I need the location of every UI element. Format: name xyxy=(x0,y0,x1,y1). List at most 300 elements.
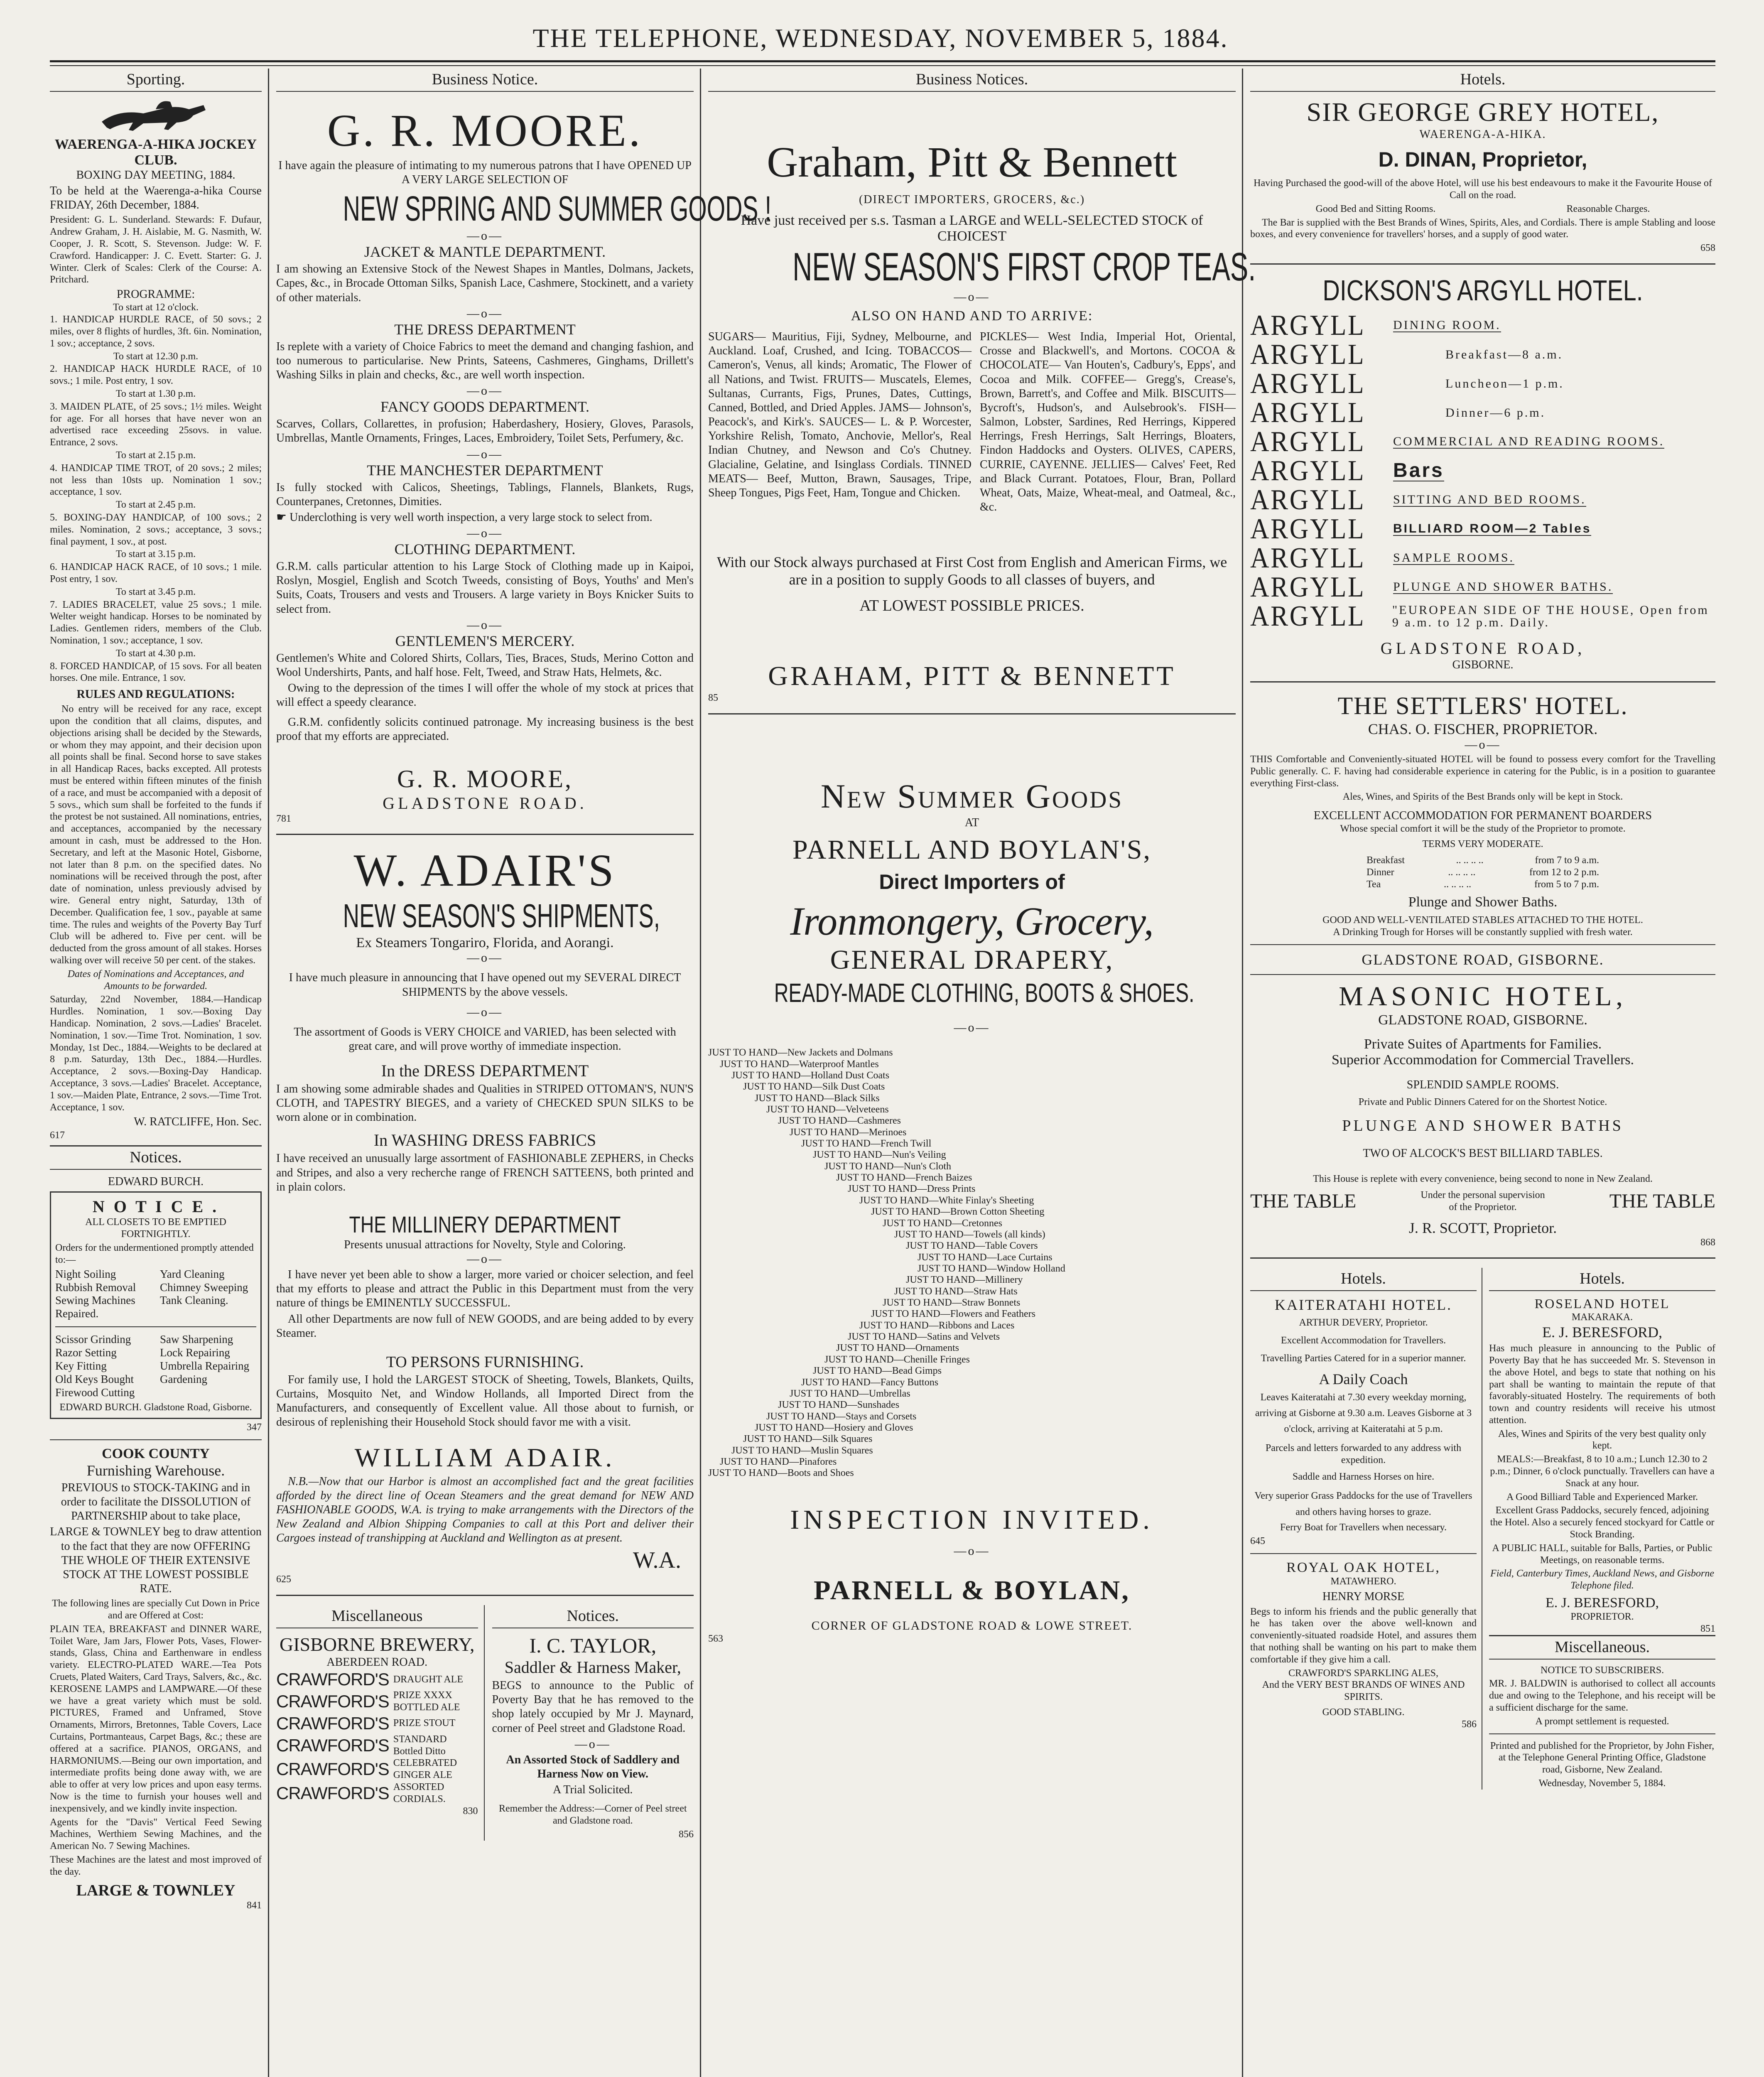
hotel-text: A PUBLIC HALL, suitable for Balls, Parties, or Public Meetings, on reasonable terms. xyxy=(1492,1542,1712,1566)
crawford-row xyxy=(276,1714,478,1733)
hotel-text: Travelling Parties Catered for in a superior manner. xyxy=(1261,1353,1466,1364)
masonic-address: GLADSTONE ROAD, GISBORNE. xyxy=(1378,1012,1587,1028)
moore-intro: I have again the pleasure of intimating to my numerous patrons that I have OPENED UP A VERY LARGE SELECTION OF xyxy=(278,159,692,187)
race-venue: To be held at the Waerenga-a-hika Course FRIDAY, 26th December, 1884. xyxy=(50,184,262,212)
section-heading: Hotels. xyxy=(1489,1268,1715,1291)
dept-text: Gentlemen's White and Colored Shirts, Collars, Ties, Braces, Studs, Merino Cotton and Wool Undershirts, Pants, and half hose. Felt, Tweed, and Straw Hats, Helmets, &c. xyxy=(276,651,694,679)
dept-heading: In the DRESS DEPARTMENT xyxy=(381,1061,589,1080)
service-item: Rubbish Removal xyxy=(55,1281,136,1294)
gpb-signature: GRAHAM, PITT & BENNETT xyxy=(768,661,1176,692)
argyll-row xyxy=(1250,602,1715,631)
service-item: Sewing Machines Repaired. xyxy=(55,1294,135,1320)
sir-george-grey-title: SIR GEORGE GREY HOTEL, xyxy=(1306,97,1659,127)
masthead-rule xyxy=(50,60,1715,66)
meal-name: Breakfast xyxy=(1367,855,1405,866)
argyll-row xyxy=(1250,454,1715,487)
hotel-text: CRAWFORD'S SPARKLING ALES, xyxy=(1288,1667,1438,1679)
race-list xyxy=(50,314,262,684)
ad-number: 586 xyxy=(1462,1719,1477,1730)
just-to-hand-item: JUST TO HAND—Ornaments xyxy=(836,1343,959,1354)
orders-text: Orders for the undermentioned promptly attended to:— xyxy=(55,1242,254,1265)
crawford-row xyxy=(276,1757,478,1781)
section-heading: Miscellaneous xyxy=(276,1605,478,1628)
column-hotels: Hotels. SIR GEORGE GREY HOTEL, WAERENGA-A-HIKA. D. DINAN, Proprietor, Having Purchased the good-will of the above Hotel, will use his best endeavours to make it the Favourite House of Call on the road. Good Bed and Sitting Rooms. Reasonable Charges. The Bar is supplied with the Best Brands of Wines, Spirits, Ales, and Cordials. There is ample Stabling and loose boxes, and every convenience for travellers' horses, and a supply of good water. 658 DICKSON'S ARGYLL HOTEL. ARGYLL DINING ROOM. ARGYLL Breakfast—8 a.m. ARGYLL Luncheon—1 p.m. ARGYLL Dinner—6 p.m. ARGYLL COMMERCIAL AND READING ROOMS. ARGYLL Bars ARGYLL SITTING AND BED ROOMS. ARGYLL BILLIARD ROOM—2 Tables ARGYLL SAMPLE ROOMS. ARGYLL PLUNGE AND SHOWER BATHS. ARGYLL "EUROPEAN SIDE OF THE HOUSE, Open from 9 a.m. to 12 p.m. Daily. GLADSTONE ROAD, GISBORNE. THE SETTLERS' HOTEL. CHAS. O. FISCHER, PROPRIETOR. —o— THIS Comfortable and Conveniently-situated HOTEL will be found to possess every comfort for the Travelling Public generally. C. F. having had considerable experience in catering for the Public, is in a position to guarantee everything First-class. Ales, Wines, and Spirits of the Best Brands only will be kept in Stock. EXCELLENT ACCOMMODATION FOR PERMANENT BOARDERS Whose special comfort it will be the study of the Proprietor to promote. TERMS VERY MODERATE. Breakfast .. .. .. .. from 7 to 9 a.m. Dinner .. .. .. .. from 12 to 2 p.m. Tea .. .. .. .. from 5 to 7 p.m. Plunge and Shower Baths. GOOD AND WELL-VENTILATED STABLES ATTACHED TO THE HOTEL. A Drinking Trough for Horses will be constantly supplied with fresh water. GLADSTONE ROAD, GISBORNE. MASONIC HOTEL, GLADSTONE ROAD, GISBORNE. Private Suites of Apartments for Families. Superior Accommodation for Commercial Travellers. SPLENDID SAMPLE ROOMS. Private and Public Dinners Catered for on the Shortest Notice. PLUNGE AND SHOWER BATHS TWO OF ALCOCK'S BEST BILLIARD TABLES. This House is replete with every convenience, being second to none in New Zealand. THE TABLE Under the personal supervision of the Proprietor. THE TABLE J. R. SCOTT, Proprietor. 868 Hotels. KAITERATAHI HOTEL. ARTHUR DEVERY, Proprietor. Excellent Accommodation for Travellers. Travelling Parties Catered for in a superior manner. A Daily Coach Leaves Kaiteratahi at 7.30 every weekday morning, arriving at Gisborne at 9.30 a.m. Leaves Gisborne at 3 o'clock, arriving at Kaiteratahi at 5 p.m. Parcels and letters forwarded to any address with expedition. Saddle and Harness Horses on hire. Very superior Grass Paddocks for the use of Travellers and others having horses to graze. Ferry Boat for Travellers when necessary. 645 ROYAL OAK HOTEL, MATAWHERO. HENRY MORSE Begs to inform his friends and the public generally that he has taken over the above well-known and conveniently-situated roadside Hotel, and assures them that nothing shall be wanting on his part to make them comfortable if they give him a call. CRAWFORD'S SPARKLING ALES, And the VERY BEST BRANDS OF WINES AND SPIRITS. GOOD STABLING. 586 Hotels. ROSELAND HOTEL MAKARAKA. E. J. BERESFORD, Has much pleasure in announcing to the Public of Poverty Bay that he has succeeded Mr. S. Stevenson in the above Hotel, and begs to state that nothing on his part shall be wanting to maintain the repute of that favorably-situated Hostelry. The requirements of both town and country residents will receive his utmost attention. Ales, Wines and Spirits of the very best quality only kept. MEALS:—Breakfast, 8 to 10 a.m.; Lunch 12.30 to 2 p.m.; Dinner, 6 o'clock punctually. Travellers can have a Snack at any hour. A Good Billiard Table and Experienced Marker. Excellent Grass Paddocks, securely fenced, adjoining the Hotel. Also a securely fenced stockyard for Cattle or Stock Branding. A PUBLIC HALL, suitable for Balls, Parties, or Public Meetings, on reasonable terms. Field, Canterbury Times, Auckland News, and Gisborne Telephone filed. E. J. BERESFORD, PROPRIETOR. 851 Miscellaneous. NOTICE TO SUBSCRIBERS. MR. J. BALDWIN is authorised to collect all accounts due and owing to the Telephone, and his receipt will be a sufficient discharge for the same. A prompt settlement is requested. Printed and published for the Proprietor, by John Fisher, at the Telephone General Printing Office, Gladstone road, Gisborne, New Zealand. Wednesday, November 5, 1884. xyxy=(1250,69,1715,2077)
column-rule xyxy=(700,69,701,2077)
race-item: 8. FORCED HANDICAP, of 15 sovs. For all beaten horses. One mile. Entrance, 1 sov. xyxy=(50,660,262,684)
inspection-invited: INSPECTION INVITED. xyxy=(790,1504,1154,1535)
pb-address: CORNER OF GLADSTONE ROAD & LOWE STREET. xyxy=(811,1618,1133,1633)
gpb-title: Graham, Pitt & Bennett xyxy=(767,138,1177,186)
crawford-brand: CRAWFORD'S xyxy=(276,1692,389,1711)
rules-text: No entry will be received for any race, except upon the condition that all claims, disputes, and objections arising shall be decided by the Stewards, or whom they may appoint, and their decision upon all points shall be final. Second horse to save stakes in all Handicap Races, backs excepted. All protests must be entered within fifteen minutes of the finish of a race, and must be accompanied with a deposit of 5 sovs., which sum shall be forfeited to the funds if the protest be not sustained. All nominations, entries, and acceptances, accompanied by the necessary amount in cash, must be addressed to the Hon. Secretary, and left at the Masonic Hotel, Gisborne, not later than 8 p.m. on the specified dates. No nominations will be received through the post, after date of nomination, unless previously advised by wire. General entry night, Saturday, 13th of December. Qualification fee, 1 sov., payable at same time. The rules and weights of the Poverty Bay Turf Club will be adhered to. Five per cent. will be deducted from the gross amount of all stakes. Horses walking over will receive 50 per cent. of the stakes. xyxy=(50,704,262,966)
just-to-hand-item: JUST TO HAND—Pinafores xyxy=(720,1456,837,1468)
services-right xyxy=(160,1268,256,1321)
meal-time: from 7 to 9 a.m. xyxy=(1535,855,1599,866)
dept-heading: JACKET & MANTLE DEPARTMENT. xyxy=(364,243,606,260)
services-grid xyxy=(55,1268,256,1321)
adair-text: I have much pleasure in announcing that I have opened out my SEVERAL DIRECT SHIPMENTS by the above vessels. xyxy=(289,971,681,999)
service-item: Key Fitting xyxy=(55,1359,107,1372)
hotel-text: MEALS:—Breakfast, 8 to 10 a.m.; Lunch 12.30 to 2 p.m.; Dinner, 6 o'clock punctually. Travellers can have a Snack at any hour. xyxy=(1490,1454,1715,1489)
race-item: 3. MAIDEN PLATE, of 25 sovs.; 1½ miles. Weight for age. For all horses that have never won an advertised race exceeding 25sovs. in value. Entrance, 2 sovs. xyxy=(50,401,262,448)
hotel-text: GOOD STABLING. xyxy=(1322,1706,1405,1718)
hotel-text: EXCELLENT ACCOMMODATION FOR PERMANENT BOARDERS xyxy=(1313,809,1652,822)
roseland-title: ROSELAND HOTEL xyxy=(1534,1296,1670,1311)
dept-heading: In WASHING DRESS FABRICS xyxy=(373,1131,596,1150)
column-business-notices: Business Notices. Graham, Pitt & Bennett (DIRECT IMPORTERS, GROCERS, &c.) Have just received per s.s. Tasman a LARGE and WELL-SELECTED STOCK of CHOICEST NEW SEASON'S FIRST CROP TEAS. —o— ALSO ON HAND AND TO ARRIVE: SUGARS— Mauritius, Fiji, Sydney, Melbourne, and Auckland. Loaf, Crushed, and Icing. TOBACCOS— Cameron's, Venus, all kinds; Aromatic, The Flower of all Nations, and Twist. FRUITS— Muscatels, Elemes, Sultanas, Currants, Figs, Prunes, Dates, Cuttings, Canned, Bottled, and Dried Apples. JAMS— Johnson's, Peacock's, and Kirk's. SAUCES— L. & P. Worcester, Yorkshire Relish, Tomato, Anchovie, Mellor's, Real Indian Chutney, and Newson and Co's Chutney. Glacialine, Gelatine, and Isinglass Cordials. TINNED MEATS— Beef, Mutton, Brawn, Sausages, Tripe, Sheep Tongues, Pigs Feet, Ham, Tongue and Chicken. PICKLES— West India, Imperial Hot, Oriental, Crosse and Blackwell's, and Mortons. COCOA & CHOCOLATE— Van Houten's, Cadbury's, Epps', and Cocoa and Milk. COFFEE— Gregg's, Crease's, Brown, Barrett's, and Coffee and Milk. BISCUITS— Bycroft's, Hudson's, and Aulsebrook's. FISH— Salmon, Lobster, Sardines, Red Herrings, Kippered Herrings, Fresh Herrings, Salt Herrings, Bloaters, Findon Haddocks and Oysters. OLIVES, CAPERS, CURRIE, CAYENNE. JELLIES— Calves' Feet, Red and Black Currant. Potatoes, Flour, Bran, Pollard Wheat, Oats, Maize, Wheat-meal, and Oatmeal, &c., &c. With our Stock always purchased at First Cost from English and American Firms, we are in a position to supply Goods to all classes of buyers, and AT LOWEST POSSIBLE PRICES. GRAHAM, PITT & BENNETT 85 New Summer Goods AT PARNELL AND BOYLAN'S, Direct Importers of Ironmongery, Grocery, GENERAL DRAPERY, READY-MADE CLOTHING, BOOTS & SHOES. —o— JUST TO HAND—New Jackets and Dolmans JUST TO HAND—Waterproof Mantles JUST TO HAND—Holland Dust Coats JUST TO HAND—Silk Dust Coats JUST TO HAND—Black Silks JUST TO HAND—Velveteens JUST TO HAND—Cashmeres JUST TO HAND—Merinoes JUST TO HAND—French Twill JUST TO HAND—Nun's Veiling JUST TO HAND—Nun's Cloth JUST TO HAND—French Baizes JUST TO HAND—Dress Prints JUST TO HAND—White Finlay's Sheeting JUST TO HAND—Brown Cotton Sheeting JUST TO HAND—Cretonnes JUST TO HAND—Towels (all kinds) JUST TO HAND—Table Covers JUST TO HAND—Lace Curtains JUST TO HAND—Window Holland JUST TO HAND—Millinery JUST TO HAND—Straw Hats JUST TO HAND—Straw Bonnets JUST TO HAND—Flowers and Feathers JUST TO HAND—Ribbons and Laces JUST TO HAND—Satins and Velvets JUST TO HAND—Ornaments JUST TO HAND—Chenille Fringes JUST TO HAND—Bead Gimps JUST TO HAND—Fancy Buttons JUST TO HAND—Umbrellas JUST TO HAND—Sunshades JUST TO HAND—Stays and Corsets JUST TO HAND—Hosiery and Gloves JUST TO HAND—Silk Squares JUST TO HAND—Muslin Squares JUST TO HAND—Pinafores JUST TO HAND—Boots and Shoes INSPECTION INVITED. —o— PARNELL & BOYLAN, CORNER OF GLADSTONE ROAD & LOWE STREET. 563 xyxy=(708,69,1236,2077)
ad-number: 563 xyxy=(708,1633,723,1644)
service-item: Gardening xyxy=(160,1372,207,1385)
meeting-name: BOXING DAY MEETING, 1884. xyxy=(76,169,236,182)
just-to-hand-item: JUST TO HAND—Merinoes xyxy=(790,1127,907,1138)
just-to-hand-item: JUST TO HAND—White Finlay's Sheeting xyxy=(859,1195,1034,1206)
cook-lines: PLAIN TEA, BREAKFAST and DINNER WARE, Toilet Ware, Jam Jars, Flower Pots, Vases, Flower-stands, Glass, China and Earthenware in endless variety. ELECTRO-PLATED WARE.—Tea Pots Cruets, Plated Waiters, Card Trays, Salvers, &c., &c. KEROSENE LAMPS and LAMPWARE.—Of these we have a great variety which must be sold. PICTURES, Framed and Unframed, Stove Ornaments, Mirrors, Bretonnes, Table Covers, Lace Curtains, Portmanteaus, Carpet Bags, &c.; these are offered at a sacrifice. PIANOS, ORGANS, and HARMONIUMS.—Being our own importation, and intermediate profits being done away with, we are able to offer at very low prices and upon easy terms. Now is the time to furnish your houses well and inexpensively, and we kindly invite inspection. xyxy=(50,1623,262,1814)
ad-number: 645 xyxy=(1250,1535,1265,1547)
race-item: To start at 2.15 p.m. xyxy=(115,449,196,461)
gpb-text: Have just received per s.s. Tasman a LARGE and WELL-SELECTED STOCK of CHOICEST xyxy=(741,213,1203,244)
brewery-address: ABERDEEN ROAD. xyxy=(326,1656,428,1669)
hotel-text: Ales, Wines and Spirits of the very best quality only kept. xyxy=(1498,1428,1707,1451)
sir-george-grey-location: WAERENGA-A-HIKA. xyxy=(1419,128,1546,141)
gpb-text: With our Stock always purchased at First Cost from English and American Firms, we are in a position to supply Goods to all classes of buyers, and xyxy=(716,554,1227,588)
pb-name: PARNELL AND BOYLAN'S, xyxy=(792,835,1151,865)
argyll-word: ARGYLL xyxy=(1250,454,1366,487)
service-item: Old Keys Bought xyxy=(55,1372,134,1385)
services-right xyxy=(160,1333,256,1399)
masonic-signature: J. R. SCOTT, Proprietor. xyxy=(1408,1219,1557,1236)
race-item: To start at 1.30 p.m. xyxy=(115,388,196,399)
pb-direct: Direct Importers of xyxy=(879,870,1065,894)
roseland-proprietor: E. J. BERESFORD, xyxy=(1542,1324,1663,1341)
crawford-product: ASSORTED CORDIALS. xyxy=(393,1782,446,1804)
adair-nb: N.B.—Now that our Harbor is almost an accomplished fact and the great facilities afforded by the direct line of Ocean Steamers and the great demand for NEW AND FASHIONABLE GOODS, W.A. is trying to make arrangements with the Directors of the New Zealand and Albion Shipping Companies to call at this Port and deliver their Cargoes instead of transhipping at Auckland and Wellington as at present. xyxy=(276,1475,694,1545)
argyll-item: Dinner—6 p.m. xyxy=(1445,405,1546,420)
hotel-text: GOOD AND WELL-VENTILATED STABLES ATTACHED TO THE HOTEL. xyxy=(1322,915,1643,926)
dept-heading: THE MILLINERY DEPARTMENT xyxy=(349,1211,621,1237)
cook-text: PREVIOUS to STOCK-TAKING and in order to facilitate the DISSOLUTION of PARTNERSHIP about to take place, xyxy=(61,1481,251,1523)
just-to-hand-item: JUST TO HAND—Window Holland xyxy=(918,1263,1065,1274)
section-heading: Hotels. xyxy=(1250,69,1715,92)
adair-initials: W.A. xyxy=(633,1547,681,1574)
roseland-proprietor-label: PROPRIETOR. xyxy=(1570,1611,1634,1623)
just-to-hand-item: JUST TO HAND—Brown Cotton Sheeting xyxy=(871,1206,1045,1218)
crawford-row xyxy=(276,1781,478,1805)
meals-table xyxy=(1367,854,1599,890)
race-item: 7. LADIES BRACELET, value 25 sovs.; 1 mile. Welter weight handicap. Horses to be nominated by Ladies. Gentlemen riders, members of the Club. Nomination, 1 sov.; acceptance, 1 sov. xyxy=(50,599,262,646)
subscribers-notice-text: MR. J. BALDWIN is authorised to collect all accounts due and owing to the Telephone, and his receipt will be a sufficient discharge for the same. xyxy=(1489,1678,1715,1714)
meal-dots: .. .. .. .. xyxy=(1444,879,1472,890)
argyll-item: PLUNGE AND SHOWER BATHS. xyxy=(1393,579,1613,594)
gpb-list-left: SUGARS— Mauritius, Fiji, Sydney, Melbourne, and Auckland. Loaf, Crushed, and Icing. TOBACCOS— Cameron's, Venus, all kinds; Aromatic, The Flower of all Nations, and Twist. FRUITS— Muscatels, Elemes, Sultanas, Currants, Figs, Prunes, Dates, Cuttings, Canned, Bottled, and Dried Apples. JAMS— Johnson's, Peacock's, and Kirk's. SAUCES— L. & P. Worcester, Yorkshire Relish, Tomato, Anchovie, Mellor's, Real Indian Chutney, and Newson and Co's Chutney. Glacialine, Gelatine, and Isinglass Cordials. TINNED MEATS— Beef, Mutton, Brawn, Sausages, Tripe, Sheep Tongues, Pigs Feet, Ham, Tongue and Chicken. xyxy=(708,330,972,499)
section-heading: Notices. xyxy=(50,1145,262,1170)
ad-number: 841 xyxy=(247,1900,262,1911)
just-to-hand-item: JUST TO HAND—New Jackets and Dolmans xyxy=(708,1047,893,1058)
race-item: To start at 4.30 p.m. xyxy=(115,648,196,659)
race-item: 6. HANDICAP HACK RACE, of 10 sovs.; 1 mile. Post entry, 1 sov. xyxy=(50,562,262,584)
race-item: To start at 12.30 p.m. xyxy=(113,351,199,362)
ad-number: 617 xyxy=(50,1129,65,1141)
subscribers-notice-title: NOTICE TO SUBSCRIBERS. xyxy=(1540,1665,1664,1676)
moore-signature: G. R. MOORE, xyxy=(397,765,573,793)
moore-name: G. R. MOORE. xyxy=(327,105,643,156)
crawford-brand: CRAWFORD'S xyxy=(276,1759,389,1779)
programme-heading: PROGRAMME: xyxy=(116,288,195,301)
race-item: To start at 3.45 p.m. xyxy=(115,586,196,597)
argyll-row xyxy=(1250,427,1715,457)
ad-number: 625 xyxy=(276,1574,291,1585)
section-heading: Business Notice. xyxy=(276,69,694,92)
section-heading: Business Notices. xyxy=(708,69,1236,92)
just-to-hand-item: JUST TO HAND—French Baizes xyxy=(836,1172,972,1183)
settlers-proprietor: CHAS. O. FISCHER, PROPRIETOR. xyxy=(1368,721,1598,738)
argyll-word: ARGYLL xyxy=(1250,367,1366,400)
gpb-prices: AT LOWEST POSSIBLE PRICES. xyxy=(859,597,1084,615)
gpb-list-right: PICKLES— West India, Imperial Hot, Oriental, Crosse and Blackwell's, and Mortons. COCOA & CHOCOLATE— Van Houten's, Cadbury's, Epps', and Cocoa and Milk. COFFEE— Gregg's, Crease's, Brown, Barrett's, and Coffee and Milk. BISCUITS— Bycroft's, Hudson's, and Aulsebrook's. FISH— Salmon, Lobster, Sardines, Red Herrings, Kippered Herrings, Fresh Herrings, Salt Herrings, Bloaters, Findon Haddocks and Oysters. OLIVES, CAPERS, CURRIE, CAYENNE. JELLIES— Calves' Feet, Red and Black Currant. Potatoes, Flour, Bran, Pollard Wheat, Oats, Maize, Wheat-meal, and Oatmeal, &c., &c. xyxy=(980,330,1236,514)
kaiteratahi-title: KAITERATAHI HOTEL. xyxy=(1274,1296,1452,1313)
services-left xyxy=(55,1268,152,1321)
dept-heading: GENTLEMEN'S MERCERY. xyxy=(395,632,575,649)
just-to-hand-item: JUST TO HAND—Cretonnes xyxy=(883,1218,1003,1229)
crawford-product: PRIZE STOUT xyxy=(393,1718,456,1729)
argyll-row xyxy=(1250,486,1715,515)
dept-text: G.R.M. calls particular attention to his Large Stock of Clothing made up in Kaipoi, Roslyn, Mosgiel, English and Scotch Tweeds, consisting of Boys, Youths' and Men's Suits, Coats, Trousers and vests and Trousers. A large variety in Boys Knicker Suits to select from. xyxy=(276,560,694,616)
crawford-product: DRAUGHT ALE xyxy=(393,1674,464,1685)
race-item: 4. HANDICAP TIME TROT, of 20 sovs.; 2 miles; not less than 10sts up. Nomination 1 sov.; acceptance, 1 sov. xyxy=(50,462,262,498)
hotel-text: Excellent Accommodation for Travellers. xyxy=(1281,1335,1446,1346)
section-heading: Notices. xyxy=(492,1605,694,1628)
just-to-hand-list xyxy=(708,1047,1236,1479)
just-to-hand-item: JUST TO HAND—Silk Squares xyxy=(743,1434,873,1445)
race-item: To start at 2.45 p.m. xyxy=(115,499,196,511)
hotel-text: TERMS VERY MODERATE. xyxy=(1422,839,1543,850)
club-name: WAERENGA-A-HIKA JOCKEY CLUB. xyxy=(54,137,257,168)
section-heading: Sporting. xyxy=(50,69,262,92)
cook-text: These Machines are the latest and most improved of the day. xyxy=(50,1854,262,1877)
just-to-hand-item: JUST TO HAND—Black Silks xyxy=(755,1093,880,1104)
service-item: Tank Cleaning. xyxy=(160,1294,228,1307)
pb-signature: PARNELL & BOYLAN, xyxy=(814,1575,1130,1606)
section-heading: Hotels. xyxy=(1250,1268,1477,1291)
subscribers-notice-text: A prompt settlement is requested. xyxy=(1535,1716,1669,1727)
argyll-row xyxy=(1250,544,1715,573)
hotel-text: A Good Billiard Table and Experienced Marker. xyxy=(1506,1491,1698,1503)
burch-notice-box xyxy=(50,1191,262,1419)
just-to-hand-item: JUST TO HAND—Stays and Corsets xyxy=(766,1411,917,1422)
burch-address: EDWARD BURCH. Gladstone Road, Gisborne. xyxy=(59,1402,252,1413)
kaiteratahi-proprietor: ARTHUR DEVERY, Proprietor. xyxy=(1299,1317,1428,1328)
taylor-text: Remember the Address:—Corner of Peel street and Gladstone road. xyxy=(498,1803,687,1826)
dates-heading: Dates of Nominations and Acceptances, and Amounts to be forwarded. xyxy=(67,968,244,992)
pb-drapery: GENERAL DRAPERY, xyxy=(830,945,1114,975)
service-item: Scissor Grinding xyxy=(55,1333,131,1346)
just-to-hand-item: JUST TO HAND—Dress Prints xyxy=(848,1183,976,1195)
just-to-hand-item: JUST TO HAND—Straw Bonnets xyxy=(883,1297,1021,1309)
crawford-row xyxy=(276,1669,478,1689)
crawford-product: PRIZE XXXX BOTTLED ALE xyxy=(393,1690,460,1713)
meal-row xyxy=(1367,867,1599,879)
hotel-text: Excellent Grass Paddocks, securely fenced, adjoining the Hotel. Also a securely fenced stockyard for Cattle or Stock Branding. xyxy=(1490,1505,1715,1540)
just-to-hand-item: JUST TO HAND—Nun's Veiling xyxy=(813,1149,946,1161)
argyll-row xyxy=(1250,340,1715,369)
just-to-hand-item: JUST TO HAND—Bead Gimps xyxy=(813,1365,942,1377)
argyll-item: Bars xyxy=(1393,459,1444,481)
officials-list: President: G. L. Sunderland. Stewards: F. Dufaur, Andrew Graham, J. H. Aislabie, M. G. Nasmith, W. Cooper, J. R. Scott, S. Stevenson. Judge: W. F. Crawford. Handicapper: J. C. Evett. Starter: G. J. Winter. Clerk of Scales: Clerk of the Course: A. Pritchard. xyxy=(50,214,262,285)
hotel-text: THIS Comfortable and Conveniently-situated HOTEL will be found to possess every comfort for the Travelling Public generally. C. F. having had considerable experience in catering for the Public, is in a position to guarantee everything First-class. xyxy=(1250,754,1715,789)
moore-owing: Owing to the depression of the times I will offer the whole of my stock at prices that will effect a speedy clearance. xyxy=(276,681,694,709)
adair-headline: NEW SEASON'S SHIPMENTS, xyxy=(343,897,660,935)
just-to-hand-item: JUST TO HAND—Ribbons and Laces xyxy=(859,1320,1015,1331)
argyll-word: ARGYLL xyxy=(1250,542,1366,574)
dept-text: Presents unusual attractions for Novelty, Style and Coloring. xyxy=(344,1238,626,1251)
argyll-row xyxy=(1250,369,1715,398)
argyll-word: ARGYLL xyxy=(1250,309,1366,341)
just-to-hand-item: JUST TO HAND—Holland Dust Coats xyxy=(731,1070,890,1081)
gpb-lists xyxy=(708,328,1236,516)
argyll-address: GLADSTONE ROAD, xyxy=(1380,638,1585,658)
service-item: Saw Sharpening xyxy=(160,1333,233,1346)
masthead: THE TELEPHONE, WEDNESDAY, NOVEMBER 5, 1884. xyxy=(532,23,1229,53)
settlers-title: THE SETTLERS' HOTEL. xyxy=(1337,692,1628,720)
just-to-hand-item: JUST TO HAND—Chenille Fringes xyxy=(824,1354,970,1365)
just-to-hand-item: JUST TO HAND—Nun's Cloth xyxy=(824,1161,952,1172)
the-table-left: THE TABLE xyxy=(1250,1190,1357,1213)
argyll-town: GISBORNE. xyxy=(1452,658,1514,671)
hotel-text: Field, Canterbury Times, Auckland News, and Gisborne Telephone filed. xyxy=(1490,1568,1714,1591)
moore-headline: NEW SPRING AND SUMMER GOODS ! xyxy=(343,189,772,228)
racehorse-icon xyxy=(93,97,218,134)
service-item: Umbrella Repairing xyxy=(160,1359,250,1372)
hotel-text: Leaves Kaiteratahi at 7.30 every weekday morning, arriving at Gisborne at 9.30 a.m. Leaves Gisborne at 3 o'clock, arriving at Kaiteratahi at 5 p.m. xyxy=(1255,1392,1472,1435)
meal-dots: .. .. .. .. xyxy=(1456,855,1484,866)
section-heading: Miscellaneous. xyxy=(1489,1635,1715,1660)
column-rule xyxy=(1242,69,1243,2077)
hotel-text: And the VERY BEST BRANDS OF WINES AND SPIRITS. xyxy=(1262,1679,1465,1703)
masonic-title: MASONIC HOTEL, xyxy=(1339,981,1627,1012)
ad-number: 347 xyxy=(247,1422,262,1433)
argyll-title: DICKSON'S ARGYLL HOTEL. xyxy=(1322,274,1643,307)
argyll-word: ARGYLL xyxy=(1250,425,1366,458)
crawford-product: STANDARD Bottled Ditto xyxy=(393,1733,447,1757)
race-item: To start at 3.15 p.m. xyxy=(115,549,196,560)
roseland-signature: E. J. BERESFORD, xyxy=(1546,1595,1659,1611)
cook-signature: LARGE & TOWNLEY xyxy=(76,1881,236,1899)
cook-text: Agents for the "Davis" Vertical Feed Sewing Machines, Werthiem Sewing Machines, and the American No. 7 Sewing Machines. xyxy=(50,1817,262,1852)
hotel-text: Begs to inform his friends and the public generally that he has taken over the above well-known and conveniently-situated roadside Hotel, and assures them that nothing shall be wanting on his part to make them comfortable if they give him a call. xyxy=(1250,1606,1477,1665)
meal-row xyxy=(1367,854,1599,867)
argyll-word: ARGYLL xyxy=(1250,571,1366,603)
settlers-address: GLADSTONE ROAD, GISBORNE. xyxy=(1362,951,1604,968)
crawford-brand: CRAWFORD'S xyxy=(276,1735,389,1755)
adair-signature: WILLIAM ADAIR. xyxy=(354,1442,616,1472)
cook-text: The following lines are specially Cut Down in Price and are Offered at Cost: xyxy=(52,1598,260,1621)
just-to-hand-item: JUST TO HAND—French Twill xyxy=(801,1138,932,1149)
notice-title: N O T I C E . xyxy=(92,1197,219,1216)
meal-time: from 12 to 2 p.m. xyxy=(1529,867,1599,878)
crawford-product: CELEBRATED GINGER ALE xyxy=(393,1758,457,1781)
cook-county-title: COOK COUNTY xyxy=(102,1446,210,1461)
cook-text: LARGE & TOWNLEY beg to draw attention to the fact that they are now OFFERING THE WHOLE OF THEIR EXTENSIVE STOCK AT THE LOWEST POSSIBLE RATE. xyxy=(50,1525,262,1596)
column-sporting xyxy=(50,69,262,2077)
argyll-word: ARGYLL xyxy=(1250,396,1366,429)
pb-ironmongery: Ironmongery, Grocery, xyxy=(790,899,1154,944)
service-item: Firewood Cutting xyxy=(55,1386,135,1399)
dept-heading: FANCY GOODS DEPARTMENT. xyxy=(380,398,589,415)
hotel-text: Very superior Grass Paddocks for the use of Travellers and others having horses to graze. xyxy=(1254,1490,1472,1517)
crawford-list xyxy=(276,1669,478,1805)
argyll-row xyxy=(1250,573,1715,602)
just-to-hand-item: JUST TO HAND—Table Covers xyxy=(906,1240,1038,1252)
daily-coach: A Daily Coach xyxy=(1319,1370,1408,1387)
dept-text: Is fully stocked with Calicos, Sheetings, Tablings, Flannels, Blankets, Rugs, Counterpanes, Cretonnes, Dimities. xyxy=(276,481,694,508)
just-to-hand-item: JUST TO HAND—Towels (all kinds) xyxy=(894,1229,1045,1240)
taylor-text: BEGS to announce to the Public of Poverty Bay that he has removed to the shop lately occupied by Mr J. Maynard, corner of Peel street and Gladstone Road. xyxy=(492,1679,694,1735)
just-to-hand-item: JUST TO HAND—Satins and Velvets xyxy=(848,1331,1000,1343)
start-time: To start at 12 o'clock. xyxy=(113,302,199,313)
pb-clothing: READY-MADE CLOTHING, BOOTS & SHOES. xyxy=(774,978,1195,1008)
race-item: 5. BOXING-DAY HANDICAP, of 100 sovs.; 2 miles. Nomination, 2 sovs.; acceptance, 3 sovs.; final payment, 1 sov., at post. xyxy=(50,512,262,547)
argyll-word: ARGYLL xyxy=(1250,513,1366,545)
advertiser-name: EDWARD BURCH. xyxy=(108,1175,204,1188)
services-left xyxy=(55,1333,152,1399)
hotel-text: This House is replete with every convenience, being second to none in New Zealand. xyxy=(1313,1174,1653,1185)
royal-oak-proprietor: HENRY MORSE xyxy=(1322,1590,1405,1603)
pointing-hand-icon: ☛ xyxy=(276,511,290,524)
just-to-hand-item: JUST TO HAND—Silk Dust Coats xyxy=(743,1081,885,1093)
meal-dots: .. .. .. .. xyxy=(1448,867,1476,878)
crawford-row xyxy=(276,1733,478,1758)
hotel-text: Having Purchased the good-will of the above Hotel, will use his best endeavours to make it the Favourite House of Call on the road. xyxy=(1254,178,1712,201)
just-to-hand-item: JUST TO HAND—Muslin Squares xyxy=(731,1445,873,1456)
taylor-name: I. C. TAYLOR, xyxy=(529,1634,657,1657)
argyll-item: COMMERCIAL AND READING ROOMS. xyxy=(1393,434,1665,448)
argyll-item: SAMPLE ROOMS. xyxy=(1393,550,1515,565)
race-item: 2. HANDICAP HACK HURDLE RACE, of 10 sovs.; 1 mile. Post entry, 1 sov. xyxy=(50,363,262,387)
hotel-text: Parcels and letters forwarded to any address with expedition. xyxy=(1265,1442,1462,1466)
just-to-hand-item: JUST TO HAND—Millinery xyxy=(906,1274,1023,1286)
dept-heading: TO PERSONS FURNISHING. xyxy=(386,1353,584,1371)
hotel-text: Ferry Boat for Travellers when necessary. xyxy=(1280,1522,1447,1533)
just-to-hand-item: JUST TO HAND—Flowers and Feathers xyxy=(871,1309,1035,1320)
crawford-brand: CRAWFORD'S xyxy=(276,1783,389,1803)
service-item: Yard Cleaning xyxy=(160,1267,225,1280)
just-to-hand-item: JUST TO HAND—Umbrellas xyxy=(790,1388,910,1399)
hotel-text: Good Bed and Sitting Rooms. xyxy=(1315,203,1436,214)
hotel-text: Ales, Wines, and Spirits of the Best Brands only will be kept in Stock. xyxy=(1342,791,1623,803)
crawford-brand: CRAWFORD'S xyxy=(276,1669,389,1689)
sir-george-grey-proprietor: D. DINAN, Proprietor, xyxy=(1378,148,1587,172)
argyll-word: ARGYLL xyxy=(1250,600,1366,632)
roseland-location: MAKARAKA. xyxy=(1571,1312,1633,1323)
argyll-row xyxy=(1250,515,1715,544)
just-to-hand-item: JUST TO HAND—Fancy Buttons xyxy=(801,1377,939,1388)
argyll-item: Luncheon—1 p.m. xyxy=(1445,376,1564,390)
dept-text: I have received an unusually large assortment of FASHIONABLE ZEPHERS, in Checks and Stripes, and also a very recherche range of FRENCH SATTEENS, both printed and in plain colors. xyxy=(276,1152,694,1193)
argyll-row xyxy=(1250,311,1715,340)
adair-text: All other Departments are now full of NEW GOODS, and are being added to by every Steamer. xyxy=(276,1312,694,1340)
gpb-also: ALSO ON HAND AND TO ARRIVE: xyxy=(851,308,1093,324)
meal-row xyxy=(1367,879,1599,891)
argyll-word: ARGYLL xyxy=(1250,338,1366,371)
gpb-subtitle: (DIRECT IMPORTERS, GROCERS, &c.) xyxy=(859,193,1085,206)
service-item: Night Soiling xyxy=(55,1267,116,1280)
brewery-name: GISBORNE BREWERY, xyxy=(280,1634,475,1655)
just-to-hand-item: JUST TO HAND—Straw Hats xyxy=(894,1286,1018,1297)
hotel-text: SPLENDID SAMPLE ROOMS. xyxy=(1406,1078,1559,1092)
meal-name: Dinner xyxy=(1367,867,1394,878)
gpb-headline: NEW SEASON'S FIRST CROP TEAS. xyxy=(792,245,1256,290)
adair-name: W. ADAIR'S xyxy=(353,845,616,896)
just-to-hand-item: JUST TO HAND—Velveteens xyxy=(766,1104,889,1115)
hotel-text: Private Suites of Apartments for Families. xyxy=(1364,1036,1602,1052)
dept-text: Scarves, Collars, Collarettes, in profusion; Haberdashery, Hosiery, Gloves, Parasols, Umbrellas, Mantle Ornaments, Fringes, Laces, Embroidery, Toilet Sets, Perfumery, &c. xyxy=(276,417,694,445)
taylor-text: A Trial Solicited. xyxy=(553,1783,633,1797)
argyll-row xyxy=(1250,398,1715,427)
at-text: AT xyxy=(964,816,979,829)
taylor-trade: Saddler & Harness Maker, xyxy=(504,1658,681,1677)
hotel-text: Saddle and Harness Horses on hire. xyxy=(1292,1471,1435,1483)
meal-name: Tea xyxy=(1367,879,1381,890)
dept-text: I am showing an Extensive Stock of the Newest Shapes in Mantles, Dolmans, Jackets, Capes, &c., in Brocade Ottoman Silks, Spanish Lace, Cashmere, Stockinett, and a variety of other materials. xyxy=(276,263,694,304)
services-grid xyxy=(55,1333,256,1399)
hotel-text: Plunge and Shower Baths. xyxy=(1408,894,1558,910)
service-item: Lock Repairing xyxy=(160,1346,230,1359)
the-table-right: THE TABLE xyxy=(1609,1190,1715,1213)
ad-number: 830 xyxy=(463,1805,478,1817)
hotel-text: TWO OF ALCOCK'S BEST BILLIARD TABLES. xyxy=(1363,1147,1603,1160)
argyll-item: BILLIARD ROOM—2 Tables xyxy=(1393,521,1592,535)
hotel-text: Whose special comfort it will be the study of the Proprietor to promote. xyxy=(1340,823,1626,835)
dates-text: Saturday, 22nd November, 1884.—Handicap Hurdles. Nomination, 1 sov.—Boxing Day Handicap. Nomination, 2 sovs.—Ladies' Bracelet. Nomination, 1 sov.—Time Trot. Nomination, 1 sov. Monday, 1st Dec., 1884.—Weights to be declared at 8 p.m. Saturday, 13th Dec., 1884.—Hurdles. Acceptance, 2 sovs.—Boxing-Day Handicap. Acceptance, 3 sovs.—Ladies' Bracelet. Acceptance, 1 sov.—Maiden Plate, Entrance, 2 sovs.—Time Trot. Acceptance, 1 sov. xyxy=(50,994,262,1113)
hotel-text: A Drinking Trough for Horses will be constantly supplied with fresh water. xyxy=(1333,927,1633,938)
meal-time: from 5 to 7 p.m. xyxy=(1534,879,1599,890)
rules-heading: RULES AND REGULATIONS: xyxy=(76,688,235,701)
hotel-text: Private and Public Dinners Catered for on the Shortest Notice. xyxy=(1358,1097,1607,1108)
imprint-date: Wednesday, November 5, 1884. xyxy=(1538,1778,1666,1789)
just-to-hand-item: JUST TO HAND—Hosiery and Gloves xyxy=(755,1422,913,1433)
summer-goods-title: New Summer Goods xyxy=(820,777,1124,815)
adair-text: I have never yet been able to show a larger, more varied or choicer selection, and feel that my efforts to please and attract the Public in this Department must from the very nature of things be EMINENTLY SUCCESSFUL. xyxy=(276,1268,694,1310)
adair-text: The assortment of Goods is VERY CHOICE and VARIED, has been selected with great care, and will prove worthy of immediate inspection. xyxy=(294,1025,676,1053)
dept-text: I am showing some admirable shades and Qualities in STRIPED OTTOMAN'S, NUN'S CLOTH, and TAPESTRY BIEGES, and a variety of CHECKED SPUN SILKS to be worn alone or in combination. xyxy=(276,1083,694,1124)
just-to-hand-item: JUST TO HAND—Waterproof Mantles xyxy=(720,1058,879,1070)
hotel-text: Reasonable Charges. xyxy=(1566,203,1650,214)
dept-text: Underclothing is very well worth inspection, a very large stock to select from. xyxy=(290,511,653,524)
ad-number: 85 xyxy=(708,692,718,704)
hotel-text: The Bar is supplied with the Best Brands of Wines, Spirits, Ales, and Cordials. There is ample Stabling and loose boxes, and every convenience for travellers' horses, and a supply of good water. xyxy=(1250,217,1715,240)
adair-steamers: Ex Steamers Tongariro, Florida, and Aorangi. xyxy=(356,935,614,951)
column-rule xyxy=(268,69,269,2077)
dept-text: Is replete with a variety of Choice Fabrics to meet the demand and changing fashion, and too numerous to particularise. New Prints, Sateens, Cashmeres, Ginghams, Drillett's Washing Silks in plain and checks, &c., are well worth inspection. xyxy=(276,340,694,382)
